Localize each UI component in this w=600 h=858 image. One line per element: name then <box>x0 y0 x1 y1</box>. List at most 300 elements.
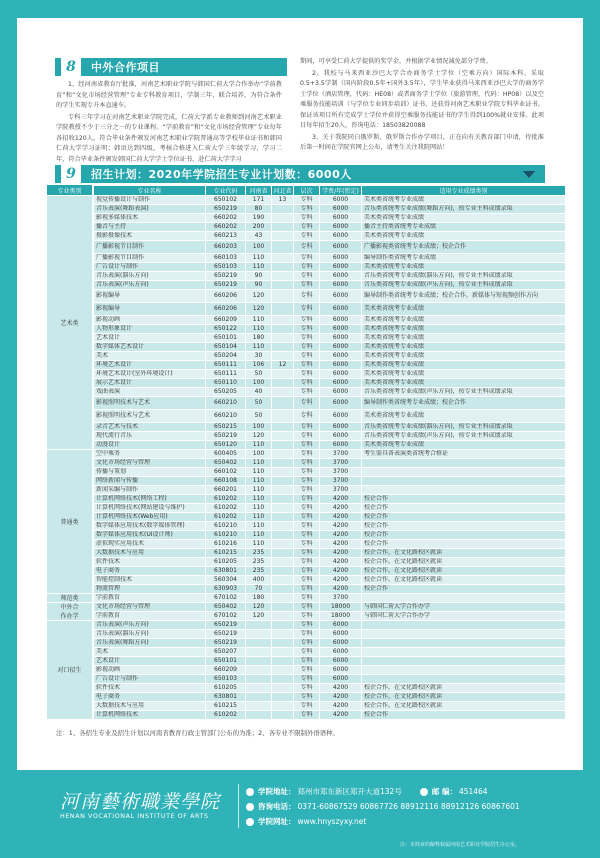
table-cell <box>272 232 294 241</box>
table-cell <box>272 603 294 612</box>
table-cell: 专科 <box>294 468 320 477</box>
table-row <box>94 477 566 486</box>
table-cell: 美术 <box>94 648 206 657</box>
table-cell: 电子商务 <box>94 567 206 576</box>
table-cell: 专科 <box>294 290 320 303</box>
table-cell: 影视多媒体技术 <box>94 214 206 223</box>
section-9-header <box>55 165 545 183</box>
table-row <box>94 657 566 666</box>
table-cell <box>272 702 294 711</box>
section-8-right-text <box>300 57 544 155</box>
table-cell: 校企合作 <box>362 531 566 540</box>
table-cell: 650103 <box>206 675 246 684</box>
table-cell: 视觉传播设计与制作 <box>94 196 206 205</box>
footer-address <box>246 786 488 797</box>
table-cell: 大数据技术与应用 <box>94 702 206 711</box>
column-header: 河南省 <box>246 186 272 196</box>
table-cell: 音乐类省统考专业成绩(舞蹈方向)，按专业主科成绩录取 <box>362 205 566 214</box>
table-cell: 3700 <box>320 459 362 468</box>
table-cell: 专科 <box>294 504 320 513</box>
table-cell <box>362 657 566 666</box>
table-cell: 6000 <box>320 379 362 388</box>
table-cell: 4200 <box>320 522 362 531</box>
category-cell: 师范类 <box>47 594 93 603</box>
table-cell: 6000 <box>320 214 362 223</box>
table-cell: 专科 <box>294 334 320 343</box>
table-cell: 专科 <box>294 477 320 486</box>
table-cell: 650204 <box>206 352 246 361</box>
table-cell: 110 <box>246 504 272 513</box>
table-cell: 50 <box>246 410 272 423</box>
table-cell <box>246 648 272 657</box>
table-cell: 戏曲表演 <box>94 388 206 397</box>
table-cell: 6000 <box>320 621 362 630</box>
table-cell: 专科 <box>294 711 320 720</box>
table-row <box>94 281 566 290</box>
table-cell <box>272 621 294 630</box>
table-cell <box>272 513 294 522</box>
table-cell: 110 <box>246 522 272 531</box>
category-cell: 中外合 作办学 <box>47 603 93 621</box>
table-cell <box>272 316 294 325</box>
column-header: 适用专业成绩类别 <box>362 186 566 196</box>
table-cell: 专科 <box>294 450 320 459</box>
table-cell: 650102 <box>206 196 246 205</box>
table-cell: 校企合作，在文化路校区就读 <box>362 558 566 567</box>
table-cell: 广告设计与制作 <box>94 675 206 684</box>
table-cell: 3700 <box>320 468 362 477</box>
table-cell: 90 <box>246 281 272 290</box>
table-cell <box>272 423 294 432</box>
table-cell: 专科 <box>294 316 320 325</box>
table-cell: 专科 <box>294 684 320 693</box>
column-header: 层次 <box>294 186 320 196</box>
section-9-number: 9 <box>61 165 81 183</box>
table-cell: 广播影视类省统考专业成绩；校企合作 <box>362 241 566 254</box>
table-cell: 4200 <box>320 585 362 594</box>
table-cell: 660202 <box>206 214 246 223</box>
table-cell: 6000 <box>320 223 362 232</box>
table-row <box>94 352 566 361</box>
table-cell <box>272 693 294 702</box>
table-cell <box>272 370 294 379</box>
table-cell: 110 <box>246 325 272 334</box>
table-note: 注：1、各招生专业及招生计划以河南省教育行政主管部门公布的为准；2、各专业不限制外语语种。 <box>56 729 339 737</box>
table-row <box>94 316 566 325</box>
table-cell: 美术 <box>94 352 206 361</box>
table-cell: 6000 <box>320 254 362 263</box>
table-cell: 4200 <box>320 693 362 702</box>
table-row <box>94 361 566 370</box>
table-row <box>94 576 566 585</box>
category-column-header: 专业类别 <box>47 185 93 195</box>
table-cell: 专科 <box>294 549 320 558</box>
table-cell <box>246 657 272 666</box>
table-row <box>94 558 566 567</box>
table-cell: 4200 <box>320 576 362 585</box>
table-cell <box>272 630 294 639</box>
intro-paragraph: 2、我校与马来西亚沙巴大学合办商务学士学位（空乘方向）国际本科，采取0.5+3.5学制（国内阶段0.5年+国外3.5年），学生毕业获得马来西亚沙巴大学的商务学士学位（酒店管理，代码：HE08）或者商务学士学位（旅游管理，代码：HP08）以及空乘服务技能培训（与学位专业同步培训）证书，还获得河南艺术职业学院专科毕业证书。保证该项目所有完成学士学位并获得空乘服务技能证书的学生得到100%就业安排。此项目每年招生20人，咨询电话：18503820088 <box>300 69 544 129</box>
table-cell <box>362 630 566 639</box>
table-row <box>94 303 566 316</box>
table-cell: 学前教育 <box>94 612 206 621</box>
table-cell <box>362 639 566 648</box>
table-cell: 6000 <box>320 316 362 325</box>
table-cell: 6000 <box>320 397 362 410</box>
table-cell: 环境艺术设计 <box>94 361 206 370</box>
table-row <box>94 196 566 205</box>
table-cell <box>272 334 294 343</box>
table-cell <box>272 325 294 334</box>
table-cell <box>272 594 294 603</box>
table-cell: 6000 <box>320 272 362 281</box>
table-cell <box>272 272 294 281</box>
table-cell: 610205 <box>206 684 246 693</box>
category-cell: 普通类 <box>47 450 93 594</box>
table-cell <box>246 675 272 684</box>
table-cell: 学前教育 <box>94 594 206 603</box>
table-cell: 650219 <box>206 205 246 214</box>
table-cell <box>362 666 566 675</box>
table-cell: 6000 <box>320 648 362 657</box>
table-cell <box>272 711 294 720</box>
footer-website <box>246 816 366 827</box>
table-cell: 650111 <box>206 370 246 379</box>
table-cell: 3700 <box>320 450 362 459</box>
table-row <box>94 693 566 702</box>
table-cell: 650205 <box>206 388 246 397</box>
table-cell: 专科 <box>294 666 320 675</box>
table-cell: 专科 <box>294 558 320 567</box>
table-cell: 专科 <box>294 459 320 468</box>
table-cell: 630903 <box>206 585 246 594</box>
table-cell: 专科 <box>294 241 320 254</box>
table-cell <box>272 263 294 272</box>
table-cell: 音乐类省统考专业成绩(声乐方向)，按专业主科成绩录取 <box>362 281 566 290</box>
table-cell: 4200 <box>320 558 362 567</box>
table-cell: 50 <box>246 397 272 410</box>
table-cell <box>272 441 294 450</box>
phone-value: 0371-60867529 60867726 88912116 88912126 60867601 <box>297 802 520 811</box>
table-cell: 6000 <box>320 361 362 370</box>
enrollment-plan-table <box>93 185 566 720</box>
table-cell: 200 <box>246 223 272 232</box>
table-cell <box>272 657 294 666</box>
table-cell <box>272 459 294 468</box>
table-cell: 650101 <box>206 657 246 666</box>
table-row <box>94 432 566 441</box>
table-cell: 专科 <box>294 657 320 666</box>
table-cell: 专科 <box>294 423 320 432</box>
table-cell: 音乐表演(舞蹈方向) <box>94 639 206 648</box>
table-cell: 650120 <box>206 441 246 450</box>
table-cell: 110 <box>246 459 272 468</box>
table-cell <box>246 621 272 630</box>
table-cell: 171 <box>246 196 272 205</box>
table-cell: 70 <box>246 585 272 594</box>
table-cell: 110 <box>246 477 272 486</box>
table-row <box>94 334 566 343</box>
table-cell: 校企合作 <box>362 711 566 720</box>
table-cell: 美术类省统考专业成绩 <box>362 214 566 223</box>
table-cell: 编导制作类省统考专业成绩；校企合作 <box>362 397 566 410</box>
table-cell: 艺术设计 <box>94 334 206 343</box>
table-cell: 6000 <box>320 675 362 684</box>
table-row <box>94 684 566 693</box>
table-cell <box>272 522 294 531</box>
section-8-title: 中外合作项目 <box>91 61 160 74</box>
table-cell: 专科 <box>294 379 320 388</box>
table-cell: 广播影视节目制作 <box>94 254 206 263</box>
table-row <box>94 410 566 423</box>
table-cell: 专科 <box>294 303 320 316</box>
table-cell <box>246 639 272 648</box>
table-cell: 100 <box>246 423 272 432</box>
table-cell: 650219 <box>206 621 246 630</box>
table-cell: 大数据技术与应用 <box>94 549 206 558</box>
table-cell: 美术类省统考专业成绩 <box>362 263 566 272</box>
section-9-title: 招生计划：2020年学院招生专业计划数：6000人 <box>91 168 352 181</box>
table-cell: 650207 <box>206 648 246 657</box>
table-cell: 专科 <box>294 522 320 531</box>
table-cell <box>362 621 566 630</box>
table-cell: 校企合作，在文化路校区就读 <box>362 684 566 693</box>
table-cell <box>272 290 294 303</box>
table-row <box>94 585 566 594</box>
table-cell <box>272 504 294 513</box>
table-cell <box>272 223 294 232</box>
table-cell: 专科 <box>294 621 320 630</box>
table-row <box>94 370 566 379</box>
table-header-row <box>94 186 566 196</box>
table-cell: 音乐类省统考专业成绩(器乐方向)，按专业主科成绩录取 <box>362 423 566 432</box>
table-cell: 美术类省统考专业成绩 <box>362 410 566 423</box>
table-cell <box>246 666 272 675</box>
table-cell: 660108 <box>206 477 246 486</box>
table-cell: 校企合作，在文化路校区就读 <box>362 702 566 711</box>
table-cell: 专科 <box>294 648 320 657</box>
table-row <box>94 272 566 281</box>
table-cell <box>272 576 294 585</box>
table-cell: 软件技术 <box>94 684 206 693</box>
table-cell: 650104 <box>206 343 246 352</box>
table-cell <box>246 684 272 693</box>
table-row <box>94 531 566 540</box>
table-cell: 音乐表演(器乐方向) <box>94 630 206 639</box>
table-cell: 校企合作 <box>362 513 566 522</box>
table-cell: 180 <box>246 334 272 343</box>
table-cell: 110 <box>246 468 272 477</box>
table-cell <box>246 630 272 639</box>
table-cell: 106 <box>246 361 272 370</box>
table-cell: 专科 <box>294 232 320 241</box>
table-row <box>94 450 566 459</box>
table-cell <box>272 477 294 486</box>
table-cell <box>362 459 566 468</box>
table-cell: 660206 <box>206 303 246 316</box>
table-cell: 影视照明技术与艺术 <box>94 397 206 410</box>
table-cell: 235 <box>246 549 272 558</box>
table-cell <box>272 648 294 657</box>
table-cell: 编导制作类省统考专业成绩 <box>362 254 566 263</box>
table-cell: 专科 <box>294 352 320 361</box>
table-cell: 美术类省统考专业成绩 <box>362 232 566 241</box>
table-row <box>94 343 566 352</box>
table-cell: 650219 <box>206 272 246 281</box>
table-cell: 120 <box>246 290 272 303</box>
table-row <box>94 549 566 558</box>
table-cell <box>272 410 294 423</box>
table-cell <box>272 549 294 558</box>
table-cell: 6000 <box>320 325 362 334</box>
table-cell <box>362 594 566 603</box>
phone-label: 咨询电话： <box>258 802 296 811</box>
table-row <box>94 621 566 630</box>
table-cell: 6000 <box>320 232 362 241</box>
table-cell: 摄影摄像技术 <box>94 232 206 241</box>
table-cell: 110 <box>246 441 272 450</box>
table-cell <box>272 486 294 495</box>
table-cell: 专科 <box>294 702 320 711</box>
table-cell: 计算机网络技术(网站建设与维护) <box>94 504 206 513</box>
table-cell: 4200 <box>320 567 362 576</box>
table-row <box>94 468 566 477</box>
table-cell <box>362 477 566 486</box>
table-cell: 美术类省统考专业成绩 <box>362 303 566 316</box>
table-cell: 650103 <box>206 263 246 272</box>
table-cell: 190 <box>246 214 272 223</box>
table-cell: 660209 <box>206 316 246 325</box>
table-cell: 数字媒体应用技术(数字媒体管理) <box>94 522 206 531</box>
table-cell <box>362 468 566 477</box>
table-cell <box>272 214 294 223</box>
table-cell <box>272 343 294 352</box>
table-cell: 40 <box>246 388 272 397</box>
table-cell: 110 <box>246 343 272 352</box>
table-cell: 3700 <box>320 486 362 495</box>
table-cell: 4200 <box>320 540 362 549</box>
table-cell: 660209 <box>206 666 246 675</box>
table-cell <box>272 468 294 477</box>
table-cell: 专科 <box>294 397 320 410</box>
table-cell: 专科 <box>294 263 320 272</box>
table-row <box>94 603 566 612</box>
table-row <box>94 423 566 432</box>
table-cell: 6000 <box>320 639 362 648</box>
table-row <box>94 441 566 450</box>
table-cell: 13 <box>272 196 294 205</box>
table-cell: 110 <box>246 540 272 549</box>
table-cell: 电子商务 <box>94 693 206 702</box>
table-cell: 广播影视节目制作 <box>94 241 206 254</box>
table-cell: 音乐类省统考专业成绩(声乐方向)，按专业主科成绩录取 <box>362 432 566 441</box>
table-cell: 数字媒体应用技术(UI设计师) <box>94 531 206 540</box>
table-cell: 校企合作 <box>362 522 566 531</box>
table-cell: 专科 <box>294 486 320 495</box>
table-cell: 影视编导 <box>94 290 206 303</box>
table-cell: 校企合作，在文化路校区就读 <box>362 567 566 576</box>
table-cell: 610216 <box>206 540 246 549</box>
table-cell: 6000 <box>320 352 362 361</box>
table-cell: 4200 <box>320 711 362 720</box>
table-cell <box>272 612 294 621</box>
table-cell: 660201 <box>206 486 246 495</box>
intro-paragraph: 3、关于我院同白俄罗斯、俄罗斯合作办学项目，正在向有关教育部门申请，待批准后第一时间在学院官网上公布，请考生关注我院网站！ <box>300 133 544 151</box>
table-cell: 6000 <box>320 334 362 343</box>
table-cell: 动漫设计 <box>94 441 206 450</box>
table-cell: 4200 <box>320 513 362 522</box>
table-cell: 6000 <box>320 281 362 290</box>
zip-value: 451464 <box>458 787 488 796</box>
table-cell: 美术类省统考专业成绩 <box>362 316 566 325</box>
table-cell: 3700 <box>320 477 362 486</box>
table-cell: 90 <box>246 272 272 281</box>
table-cell: 影视照明技术与艺术 <box>94 410 206 423</box>
table-cell: 虚拟现实应用技术 <box>94 540 206 549</box>
table-cell: 艺术设计 <box>94 657 206 666</box>
table-cell: 6000 <box>320 423 362 432</box>
table-cell: 650110 <box>206 379 246 388</box>
table-cell: 音乐表演(器乐方向) <box>94 272 206 281</box>
table-cell: 660103 <box>206 254 246 263</box>
table-cell: 物流管理 <box>94 585 206 594</box>
table-cell: 18000 <box>320 603 362 612</box>
table-cell: 与韩国仁荷大学合作办学 <box>362 612 566 621</box>
table-cell: 610202 <box>206 711 246 720</box>
table-cell: 美术类省统考专业成绩 <box>362 343 566 352</box>
table-row <box>94 612 566 621</box>
table-cell: 音乐类省统考专业成绩(声乐方向)，按专业主科成绩录取 <box>362 388 566 397</box>
table-cell: 计算机网络技术(Web应用) <box>94 513 206 522</box>
triangle-down-icon <box>523 171 535 178</box>
table-cell: 专科 <box>294 281 320 290</box>
table-cell: 美术类省统考专业成绩 <box>362 370 566 379</box>
table-row <box>94 388 566 397</box>
table-cell: 影视编导 <box>94 303 206 316</box>
website-link[interactable]: www.hnyszyxy.net <box>297 817 367 826</box>
table-cell: 4200 <box>320 504 362 513</box>
table-row <box>94 540 566 549</box>
column-header: 专业代码 <box>206 186 246 196</box>
table-cell <box>272 379 294 388</box>
table-cell: 音乐表演(舞蹈表演) <box>94 205 206 214</box>
table-cell <box>272 684 294 693</box>
table-row <box>94 522 566 531</box>
address-value: 郑州市郑东新区郑开大道132号 <box>297 787 402 796</box>
table-cell: 专科 <box>294 594 320 603</box>
table-cell <box>272 388 294 397</box>
table-cell: 650101 <box>206 334 246 343</box>
table-cell: 110 <box>246 531 272 540</box>
table-cell: 校企合作，在文化路校区就读 <box>362 693 566 702</box>
table-row <box>94 675 566 684</box>
table-cell: 专科 <box>294 325 320 334</box>
column-header: 学费/年(暂定) <box>320 186 362 196</box>
table-cell: 110 <box>246 316 272 325</box>
table-cell: 专科 <box>294 612 320 621</box>
table-cell: 校企合作，在文化路校区就读 <box>362 549 566 558</box>
section-8-number: 8 <box>61 58 81 76</box>
table-cell: 630801 <box>206 567 246 576</box>
table-cell <box>272 567 294 576</box>
table-cell: 专科 <box>294 361 320 370</box>
table-cell: 650402 <box>206 459 246 468</box>
table-cell: 美术类省统考专业成绩 <box>362 361 566 370</box>
table-cell: 智能控制技术 <box>94 576 206 585</box>
location-icon <box>246 788 254 796</box>
footer-phone <box>246 801 520 812</box>
table-cell <box>272 639 294 648</box>
